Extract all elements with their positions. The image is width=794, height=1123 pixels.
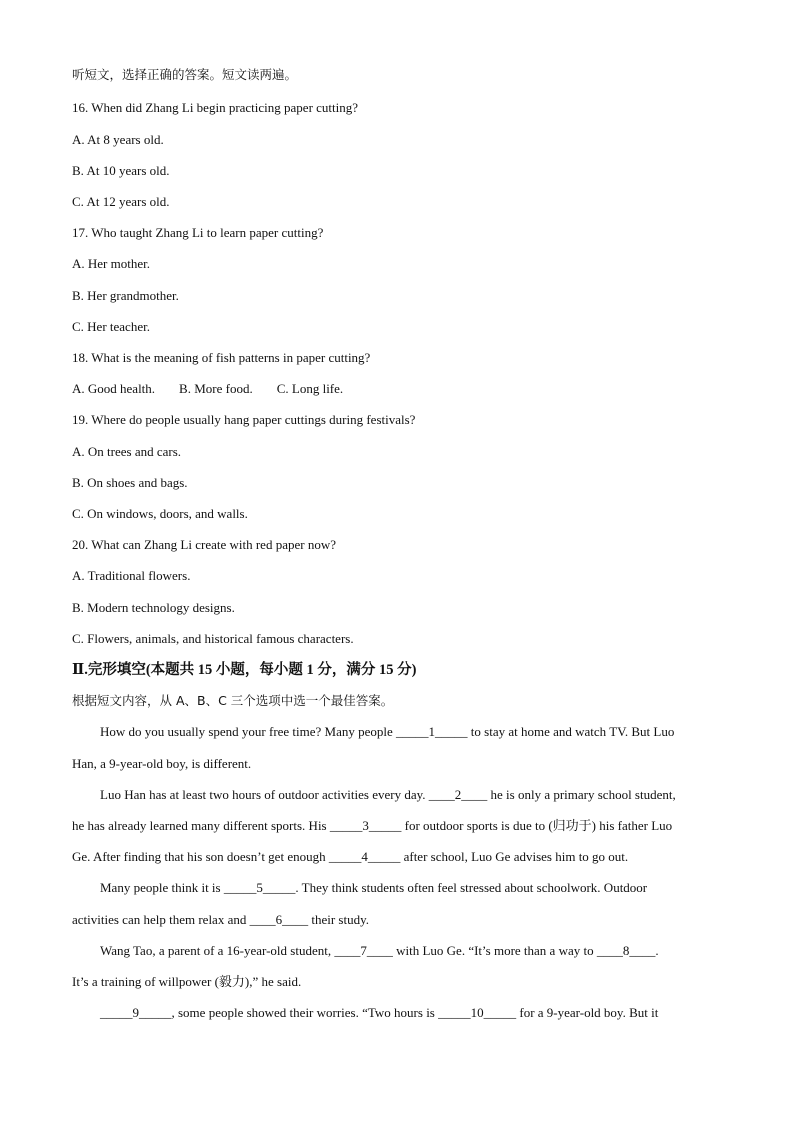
passage-line: How do you usually spend your free time? Many people _____1_____ to stay at home and watch TV. But Luo [100, 724, 675, 739]
option-a: A. On trees and cars. [72, 444, 182, 459]
option-a: A. Good health. [72, 381, 156, 396]
question-stem: 18. What is the meaning of fish patterns in paper cutting? [72, 350, 371, 365]
option-b: B. At 10 years old. [72, 163, 170, 178]
options-row [72, 381, 343, 397]
option-a: A. Her mother. [72, 256, 150, 271]
question-stem: 17. Who taught Zhang Li to learn paper cutting? [72, 225, 324, 240]
passage-line: Han, a 9-year-old boy, is different. [72, 756, 252, 771]
option-b: B. Her grandmother. [72, 288, 179, 303]
option-c: C. On windows, doors, and walls. [72, 506, 248, 521]
blank-9: _____9_____ [100, 1005, 172, 1020]
passage-line: Many people think it is _____5_____. They think students often feel stressed about schoolwork. Outdoor [100, 880, 648, 895]
option-b: B. Modern technology designs. [72, 600, 235, 615]
section-title: Ⅱ.完形填空(本题共 15 小题，每小题 1 分，满分 15 分) [72, 662, 417, 678]
blank-10: _____10_____ [438, 1005, 517, 1020]
question-stem: 19. Where do people usually hang paper cuttings during festivals? [72, 412, 416, 427]
passage-line: _____9_____, some people showed their worries. “Two hours is _____10_____ for a 9-year-old boy. But it [100, 1005, 659, 1020]
passage-line: Ge. After finding that his son doesn’t get enough _____4_____ after school, Luo Ge advises him to go out. [72, 849, 629, 864]
blank-3: _____3_____ [329, 818, 402, 833]
option-b: B. On shoes and bags. [72, 475, 188, 490]
question-stem: 16. When did Zhang Li begin practicing paper cutting? [72, 100, 359, 115]
question-stem: 20. What can Zhang Li create with red paper now? [72, 537, 336, 552]
passage-line: he has already learned many different sports. His _____3_____ for outdoor sports is due to (归功于) his father Luo [72, 818, 673, 833]
blank-6: ____6____ [249, 912, 309, 927]
listening-intro: 听短文，选择正确的答案。短文读两遍。 [72, 67, 298, 82]
option-c: C. Flowers, animals, and historical famous characters. [72, 631, 354, 646]
blank-8: ____8____ [596, 943, 656, 958]
option-a: A. At 8 years old. [72, 132, 164, 147]
section-instruction: 根据短文内容，从 A、B、C 三个选项中选一个最佳答案。 [72, 693, 394, 708]
option-c: C. Her teacher. [72, 319, 150, 334]
blank-7: ____7____ [334, 943, 393, 958]
option-c: C. At 12 years old. [72, 194, 170, 209]
option-b: B. More food. [179, 381, 253, 396]
option-a: A. Traditional flowers. [72, 568, 191, 583]
blank-2: ____2____ [428, 787, 488, 802]
option-c: C. Long life. [276, 381, 344, 396]
blank-1: _____1_____ [396, 724, 468, 739]
passage-line: activities can help them relax and ____6____ their study. [72, 912, 370, 927]
passage-line: Wang Tao, a parent of a 16-year-old student, ____7____ with Luo Ge. “It’s more than a way to ____8____. [100, 943, 659, 958]
blank-5: _____5_____ [223, 880, 296, 895]
passage-line: It’s a training of willpower (毅力),” he said. [72, 974, 302, 989]
blank-4: _____4_____ [328, 849, 401, 864]
passage-line: Luo Han has at least two hours of outdoor activities every day. ____2____ he is only a primary school student, [100, 787, 676, 802]
